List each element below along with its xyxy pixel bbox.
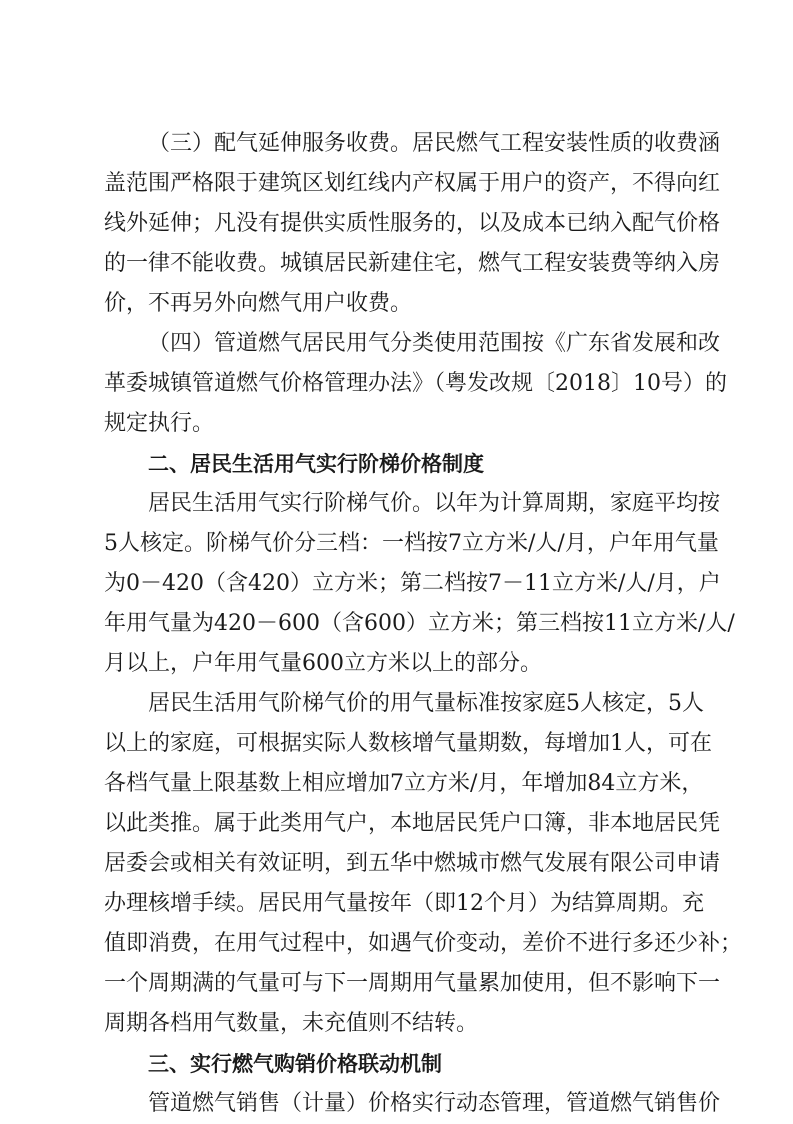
paragraph-4-line: 革委城镇管道燃气价格管理办法》（粤发改规〔2018〕10号）的 [104,371,727,396]
paragraph-3-line: 盖范围严格限于建筑区划红线内产权属于用户的资产，不得向红 [104,171,721,196]
paragraph-3-line: 的一律不能收费。城镇居民新建住宅，燃气工程安装费等纳入房 [104,251,721,276]
tiered-price-paragraph-line: 5人核定。阶梯气价分三档：一档按7立方米/人/月，户年用气量 [104,531,719,556]
section-heading-3: 三、实行燃气购销价格联动机制 [148,1052,442,1076]
household-quota-paragraph-line: 居委会或相关有效证明，到五华中燃城市燃气发展有限公司申请 [104,851,721,876]
household-quota-paragraph-line: 一个周期满的气量可与下一周期用气量累加使用，但不影响下一 [104,971,721,996]
tiered-price-paragraph-line: 月以上，户年用气量600立方米以上的部分。 [104,651,542,676]
tiered-price-paragraph-line: 居民生活用气实行阶梯气价。以年为计算周期，家庭平均按 [148,491,721,516]
paragraph-3-line: 价，不再另外向燃气用户收费。 [104,291,413,316]
paragraph-3-line: 线外延伸；凡没有提供实质性服务的，以及成本已纳入配气价格 [104,211,721,236]
household-quota-paragraph-line: 值即消费，在用气过程中，如遇气价变动，差价不进行多还少补； [104,931,743,956]
household-quota-paragraph-line: 各档气量上限基数上相应增加7立方米/月，年增加84立方米， [104,771,704,796]
household-quota-paragraph-line: 周期各档用气数量，未充值则不结转。 [104,1011,479,1036]
paragraph-4-line: （四）管道燃气居民用气分类使用范围按《广东省发展和改 [148,331,721,356]
household-quota-paragraph-line: 办理核增手续。居民用气量按年（即12个月）为结算周期。充 [104,891,704,916]
household-quota-paragraph-line: 以上的家庭，可根据实际人数核增气量期数，每增加1人，可在 [104,731,712,756]
price-linkage-paragraph-line: 管道燃气销售（计量）价格实行动态管理，管道燃气销售价 [148,1091,721,1116]
section-heading-2: 二、居民生活用气实行阶梯价格制度 [148,452,484,476]
tiered-price-paragraph-line: 年用气量为420－600（含600）立方米；第三档按11立方米/人/ [104,611,735,636]
paragraph-3-line: （三）配气延伸服务收费。居民燃气工程安装性质的收费涵 [148,131,721,156]
household-quota-paragraph-line: 以此类推。属于此类用气户，本地居民凭户口簿，非本地居民凭 [104,811,721,836]
paragraph-4-line: 规定执行。 [104,411,215,436]
household-quota-paragraph-line: 居民生活用气阶梯气价的用气量标准按家庭5人核定，5人 [148,691,704,716]
tiered-price-paragraph-line: 为0－420（含420）立方米；第二档按7－11立方米/人/月，户 [104,571,721,596]
